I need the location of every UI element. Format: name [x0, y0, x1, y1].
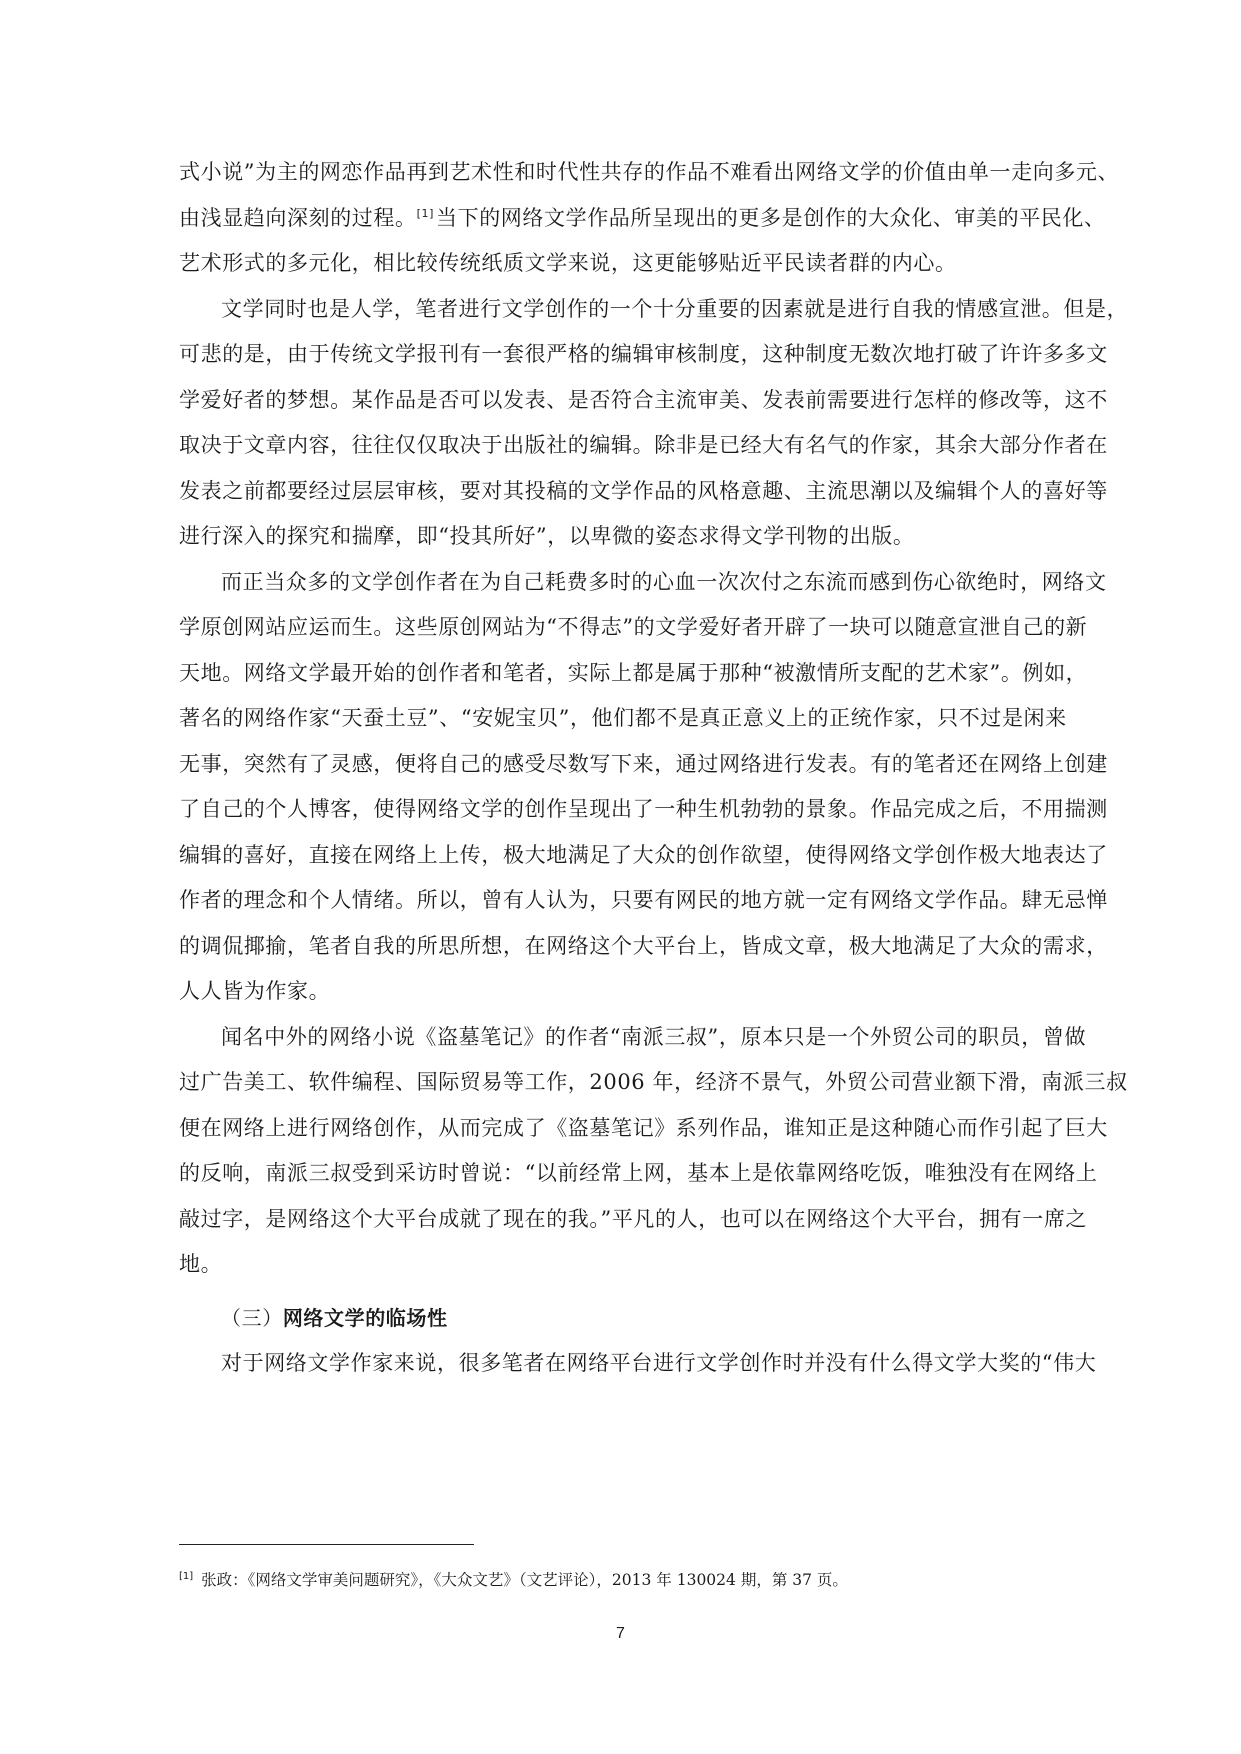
paragraph-2 [179, 287, 1129, 560]
text-line: 可悲的是，由于传统文学报刊有一套很严格的编辑审核制度，这种制度无数次地打破了许许多多文 [179, 342, 1108, 366]
paragraph-3 [179, 560, 1124, 1015]
section-number: （三） [221, 1305, 283, 1330]
text-line: 编辑的喜好，直接在网络上上传，极大地满足了大众的创作欲望，使得网络文学创作极大地表达了 [179, 842, 1108, 867]
text-line: 闻名中外的网络小说《盗墓笔记》的作者“南派三叔”，原本只是一个外贸公司的职员，曾做 [221, 1024, 1087, 1049]
paragraph-4 [179, 1015, 1128, 1288]
text-line: 的反响，南派三叔受到采访时曾说：“以前经常上网，基本上是依靠网络吃饭，唯独没有在网络上 [179, 1161, 1098, 1185]
text-line: 无事，突然有了灵感，便将自己的感受尽数写下来，通过网络进行发表。有的笔者还在网络上创建 [179, 751, 1108, 776]
text-line: 取决于文章内容，往往仅仅取决于出版社的编辑。除非是已经大有名气的作家，其余大部分作者在 [179, 433, 1108, 457]
text-line: 天地。网络文学最开始的创作者和笔者，实际上都是属于那种“被激情所支配的艺术家”。例如， [179, 660, 1088, 685]
paragraph-5 [179, 1341, 1124, 1387]
text-line: 著名的网络作家“天蚕土豆”、“安妮宝贝”，他们都不是真正意义上的正统作家，只不过是闲来 [179, 706, 1067, 730]
text-line: 艺术形式的多元化，相比较传统纸质文学来说，这更能够贴近平民读者群的内心。 [179, 251, 957, 275]
text-line: 了自己的个人博客，使得网络文学的创作呈现出了一种生机勃勃的景象。作品完成之后，不用揣测 [179, 797, 1108, 821]
paragraph-1 [179, 150, 1124, 287]
text-line: 人人皆为作家。 [179, 979, 331, 1003]
footnote [179, 1568, 1124, 1590]
footnote-mark: [1] [179, 1571, 194, 1582]
page-number: 7 [616, 1625, 625, 1642]
text-line: 的调侃揶揄，笔者自我的所思所想，在网络这个大平台上，皆成文章，极大地满足了大众的需求， [179, 933, 1108, 958]
footnote-separator [179, 1544, 474, 1545]
text-line: 文学同时也是人学，笔者进行文学创作的一个十分重要的因素就是进行自我的情感宣泄。但是， [221, 296, 1129, 321]
text-line: 作者的理念和个人情绪。所以，曾有人认为，只要有网民的地方就一定有网络文学作品。肆无忌惮 [179, 888, 1108, 912]
text-line: 学原创网站应运而生。这些原创网站为“不得志”的文学爱好者开辟了一块可以随意宣泄自己的新 [179, 615, 1088, 639]
text-line: 进行深入的探究和揣摩，即“投其所好”，以卑微的姿态求得文学刊物的出版。 [179, 524, 915, 548]
text-line: 学爱好者的梦想。某作品是否可以发表、是否符合主流审美、发表前需要进行怎样的修改等，这不 [179, 387, 1108, 412]
body-text [179, 150, 1129, 1387]
text-segment: 当下的网络文学作品所呈现出的更多是创作的大众化、审美的平民化、 [436, 205, 1106, 230]
footnote-reference[interactable]: [1] [416, 206, 434, 220]
text-line: 而正当众多的文学创作者在为自己耗费多时的心血一次次付之东流而感到伤心欲绝时，网络文 [221, 569, 1107, 594]
footnote-text: 张政：《网络文学审美问题研究》，《大众文艺》（文艺评论），2013 年 130024 期，第 37 页。 [201, 1571, 848, 1589]
text-line: 地。 [179, 1252, 223, 1276]
text-segment: 由浅显趋向深刻的过程。 [179, 205, 417, 230]
section-title: 网络文学的临场性 [282, 1305, 448, 1330]
section-heading [179, 1296, 1124, 1342]
text-line: 过广告美工、软件编程、国际贸易等工作，2006 年，经济不景气，外贸公司营业额下滑，南派三叔 [179, 1070, 1128, 1094]
text-line: 对于网络文学作家来说，很多笔者在网络平台进行文学创作时并没有什么得文学大奖的“伟大 [221, 1351, 1097, 1375]
text-line: 敲过字，是网络这个大平台成就了现在的我。”平凡的人，也可以在网络这个大平台，拥有一席之 [179, 1206, 1088, 1231]
text-line: 式小说”为主的网恋作品再到艺术性和时代性共存的作品不难看出网络文学的价值由单一走向多元、 [179, 160, 1120, 184]
text-line: 便在网络上进行网络创作，从而完成了《盗墓笔记》系列作品，谁知正是这种随心而作引起了巨大 [179, 1115, 1108, 1140]
text-line: 发表之前都要经过层层审核，要对其投稿的文学作品的风格意趣、主流思潮以及编辑个人的喜好等 [179, 478, 1108, 503]
text-line [179, 196, 1124, 242]
